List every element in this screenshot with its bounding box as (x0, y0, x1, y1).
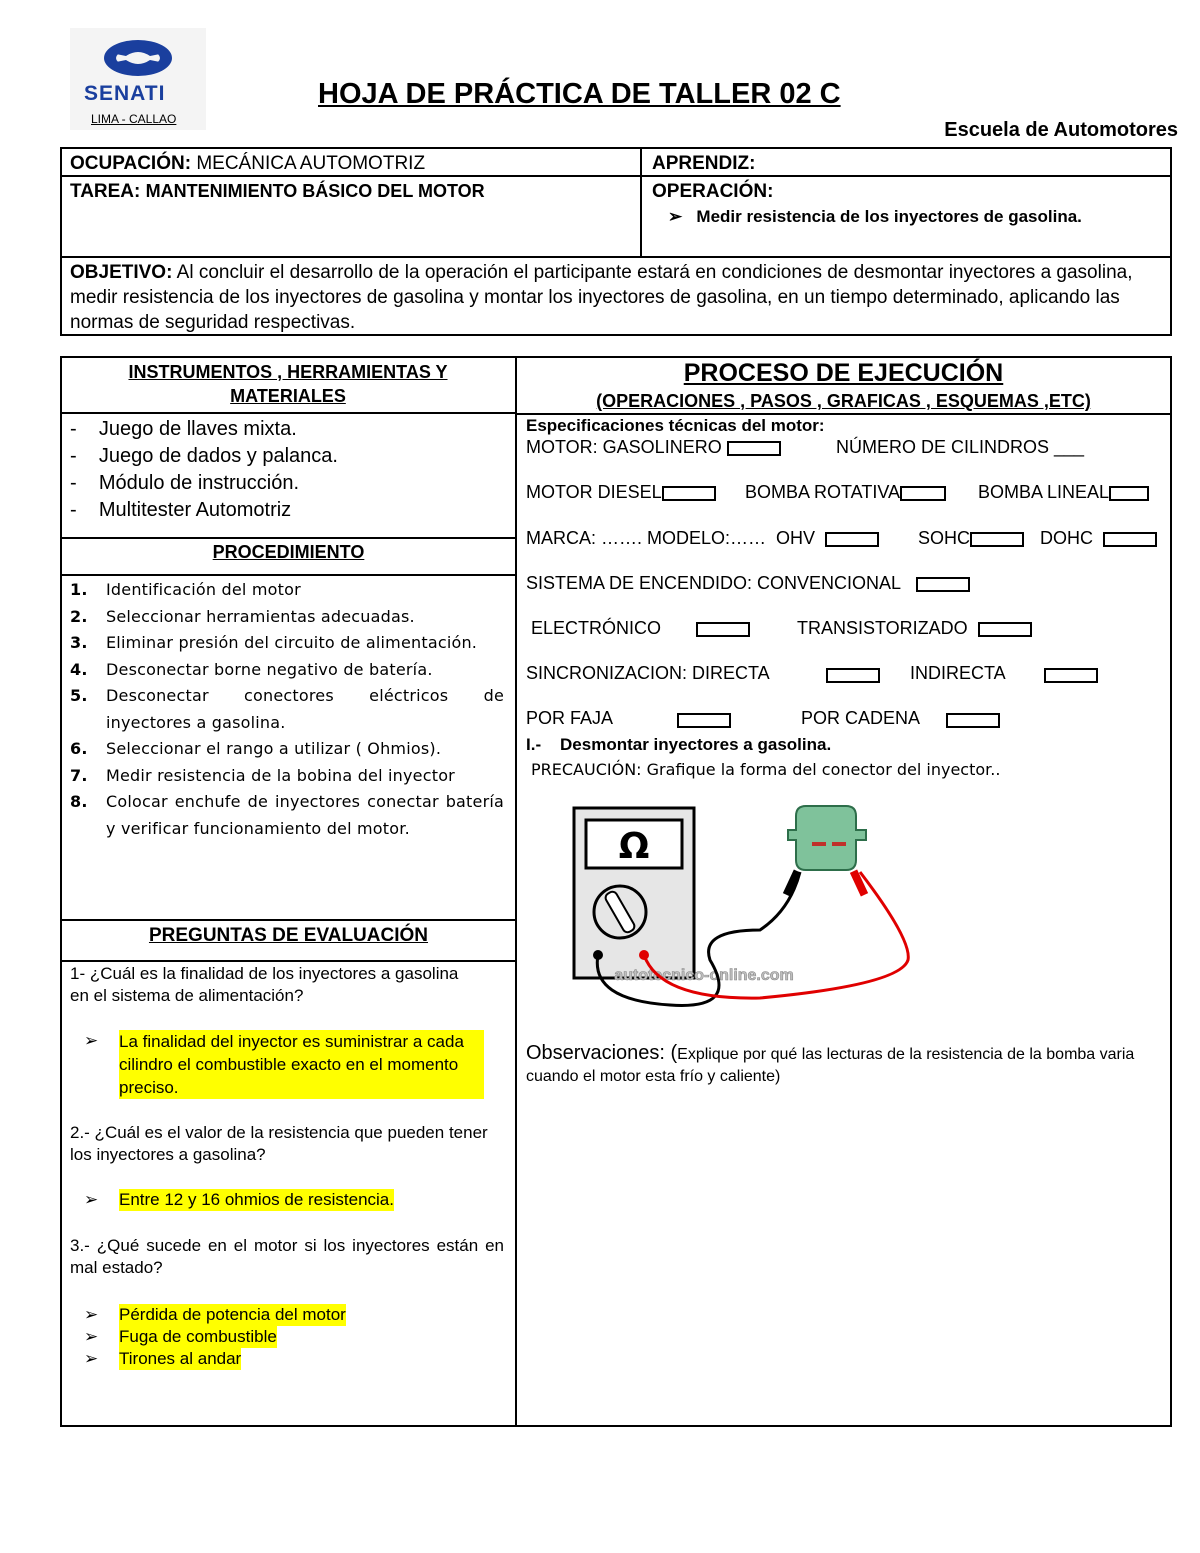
list-item: - Juego de dados y palanca. (70, 445, 338, 467)
checkbox-sohc[interactable] (970, 532, 1024, 547)
list-item: 8. Colocar enchufe de inyectores conectar batería y verificar funcionamiento del motor. (70, 792, 504, 838)
operacion-label: OPERACIÓN: (652, 181, 774, 202)
spec-motor: MOTOR: GASOLINERO (526, 437, 781, 458)
ocupacion-label: OCUPACIÓN: (70, 153, 192, 174)
specs-title: Especificaciones técnicas del motor: (526, 416, 825, 435)
spec-marca: MARCA: ……. MODELO:…… OHV (526, 528, 879, 549)
spec-indirecta: INDIRECTA (910, 663, 1006, 683)
question-3: 3.- ¿Qué sucede en el motor si los inyectores están en mal estado? (70, 1236, 504, 1277)
arrow-bullet-icon: ➢ (84, 1327, 99, 1346)
spec-diesel: MOTOR DIESEL (526, 482, 716, 503)
arrow-bullet-icon: ➢ (84, 1349, 99, 1368)
spec-rotativa: BOMBA ROTATIVA (745, 482, 946, 503)
ohm-symbol: Ω (618, 826, 650, 867)
list-item: 2. Seleccionar herramientas adecuadas. (70, 606, 415, 626)
logo-name: SENATI (84, 82, 166, 105)
list-item: - Juego de llaves mixta. (70, 418, 297, 440)
checkbox-convencional[interactable] (916, 577, 970, 592)
operacion-value: Medir resistencia de los inyectores de gasolina. (696, 207, 1082, 226)
question-2: 2.- ¿Cuál es el valor de la resistencia que pueden tener los inyectores a gasolina? (70, 1123, 488, 1164)
checkbox-lineal[interactable] (1109, 486, 1149, 501)
checkbox-indirecta[interactable] (1044, 668, 1098, 683)
list-item: 6. Seleccionar el rango a utilizar ( Ohmios). (70, 739, 442, 758)
precaucion-text: PRECAUCIÓN: Grafique la forma del conector del inyector.. (531, 760, 1001, 779)
tarea-label: TAREA: (70, 181, 141, 202)
tarea-row (70, 180, 485, 203)
list-item: ➢ Tirones al andar (84, 1349, 242, 1368)
instruments-list (70, 416, 338, 524)
spec-dohc: DOHC (1040, 528, 1157, 549)
observaciones-label: Observaciones: ( (526, 1042, 678, 1064)
page-title: HOJA DE PRÁCTICA DE TALLER 02 C (318, 78, 841, 110)
logo-subtitle: LIMA - CALLAO (91, 112, 177, 126)
checkbox-gasolinero[interactable] (727, 441, 781, 456)
ocupacion-row (70, 152, 425, 175)
observaciones-text: Explique por qué las lecturas de la resistencia de la bomba varia cuando el motor esta frío y caliente) (526, 1046, 1135, 1085)
injector-connector-icon (788, 806, 866, 870)
checkbox-faja[interactable] (677, 713, 731, 728)
answer-3-list (84, 1304, 346, 1370)
checkbox-directa[interactable] (826, 668, 880, 683)
arrow-bullet-icon: ➢ (84, 1190, 99, 1209)
list-item: - Multitester Automotriz (70, 499, 292, 521)
spec-cilindros: NÚMERO DE CILINDROS ___ (836, 437, 1085, 457)
evaluacion-heading: PREGUNTAS DE EVALUACIÓN (148, 925, 429, 946)
checkbox-diesel[interactable] (662, 486, 716, 501)
watermark: autotecnico-online.com (614, 967, 794, 984)
multimeter-illustration (560, 800, 940, 1030)
spec-encendido: SISTEMA DE ENCENDIDO: CONVENCIONAL (526, 573, 970, 594)
spec-sohc: SOHC (918, 528, 1024, 549)
spec-transistorizado: TRANSISTORIZADO (797, 618, 1032, 639)
checkbox-rotativa[interactable] (900, 486, 946, 501)
answer-1: ➢ La finalidad del inyector es suministrar a cada cilindro el combustible exacto en el momento preciso. (84, 1030, 484, 1099)
operacion-item (668, 207, 1082, 227)
list-item: 1. Identificación del motor (70, 580, 301, 599)
procedimiento-list (70, 577, 504, 842)
checkbox-cadena[interactable] (946, 713, 1000, 728)
tarea-value: MANTENIMIENTO BÁSICO DEL MOTOR (145, 181, 485, 201)
checkbox-dohc[interactable] (1103, 532, 1157, 547)
spec-cadena: POR CADENA (801, 708, 921, 728)
spec-electronico: ELECTRÓNICO (531, 618, 750, 639)
list-item: 3. Eliminar presión del circuito de alimentación. (70, 633, 478, 652)
school-name: Escuela de Automotores (944, 119, 1178, 141)
step-1: I.- Desmontar inyectores a gasolina. (526, 735, 832, 754)
proceso-heading: PROCESO DE EJECUCIÓN (683, 359, 1004, 387)
list-item: ➢ Fuga de combustible (84, 1327, 277, 1346)
spec-sincronizacion: SINCRONIZACION: DIRECTA (526, 663, 770, 683)
list-item: 5. Desconectar conectores eléctricos de inyectores a gasolina. (70, 686, 504, 732)
arrow-bullet-icon: ➢ (668, 207, 683, 226)
ocupacion-value: MECÁNICA AUTOMOTRIZ (196, 153, 426, 174)
objetivo-label: OBJETIVO: (70, 262, 173, 283)
procedimiento-heading: PROCEDIMIENTO (212, 542, 365, 562)
spec-lineal: BOMBA LINEAL (978, 482, 1149, 503)
question-1: 1- ¿Cuál es la finalidad de los inyectores a gasolina en el sistema de alimentación? (70, 964, 459, 1005)
objetivo-text: Al concluir el desarrollo de la operación el participante estará en condiciones de desmontar inyectores a gasolina, medir resistencia de los inyectores de gasolina y montar los inyectores de gasolina, en un tiempo determinado, aplicando las normas de seguridad respectivas. (70, 262, 1133, 333)
checkbox-ohv[interactable] (825, 532, 879, 547)
instruments-heading: INSTRUMENTOS , HERRAMIENTAS Y MATERIALES (128, 362, 448, 406)
list-item: 7. Medir resistencia de la bobina del inyector (70, 765, 455, 785)
spec-faja: POR FAJA (526, 708, 614, 728)
checkbox-electronico[interactable] (696, 622, 750, 637)
arrow-bullet-icon: ➢ (84, 1305, 99, 1324)
aprendiz-label: APRENDIZ: (652, 153, 756, 174)
checkbox-transistorizado[interactable] (978, 622, 1032, 637)
answer-2: ➢ Entre 12 y 16 ohmios de resistencia. (84, 1190, 394, 1209)
arrow-bullet-icon: ➢ (84, 1031, 99, 1050)
list-item: - Módulo de instrucción. (70, 472, 299, 494)
list-item: 4. Desconectar borne negativo de batería. (70, 659, 433, 679)
objetivo-block (70, 260, 1160, 335)
proceso-subheading: (OPERACIONES , PASOS , GRAFICAS , ESQUEMAS ,ETC) (596, 391, 1091, 411)
observaciones (526, 1042, 1162, 1088)
list-item: ➢ Pérdida de potencia del motor (84, 1305, 346, 1324)
